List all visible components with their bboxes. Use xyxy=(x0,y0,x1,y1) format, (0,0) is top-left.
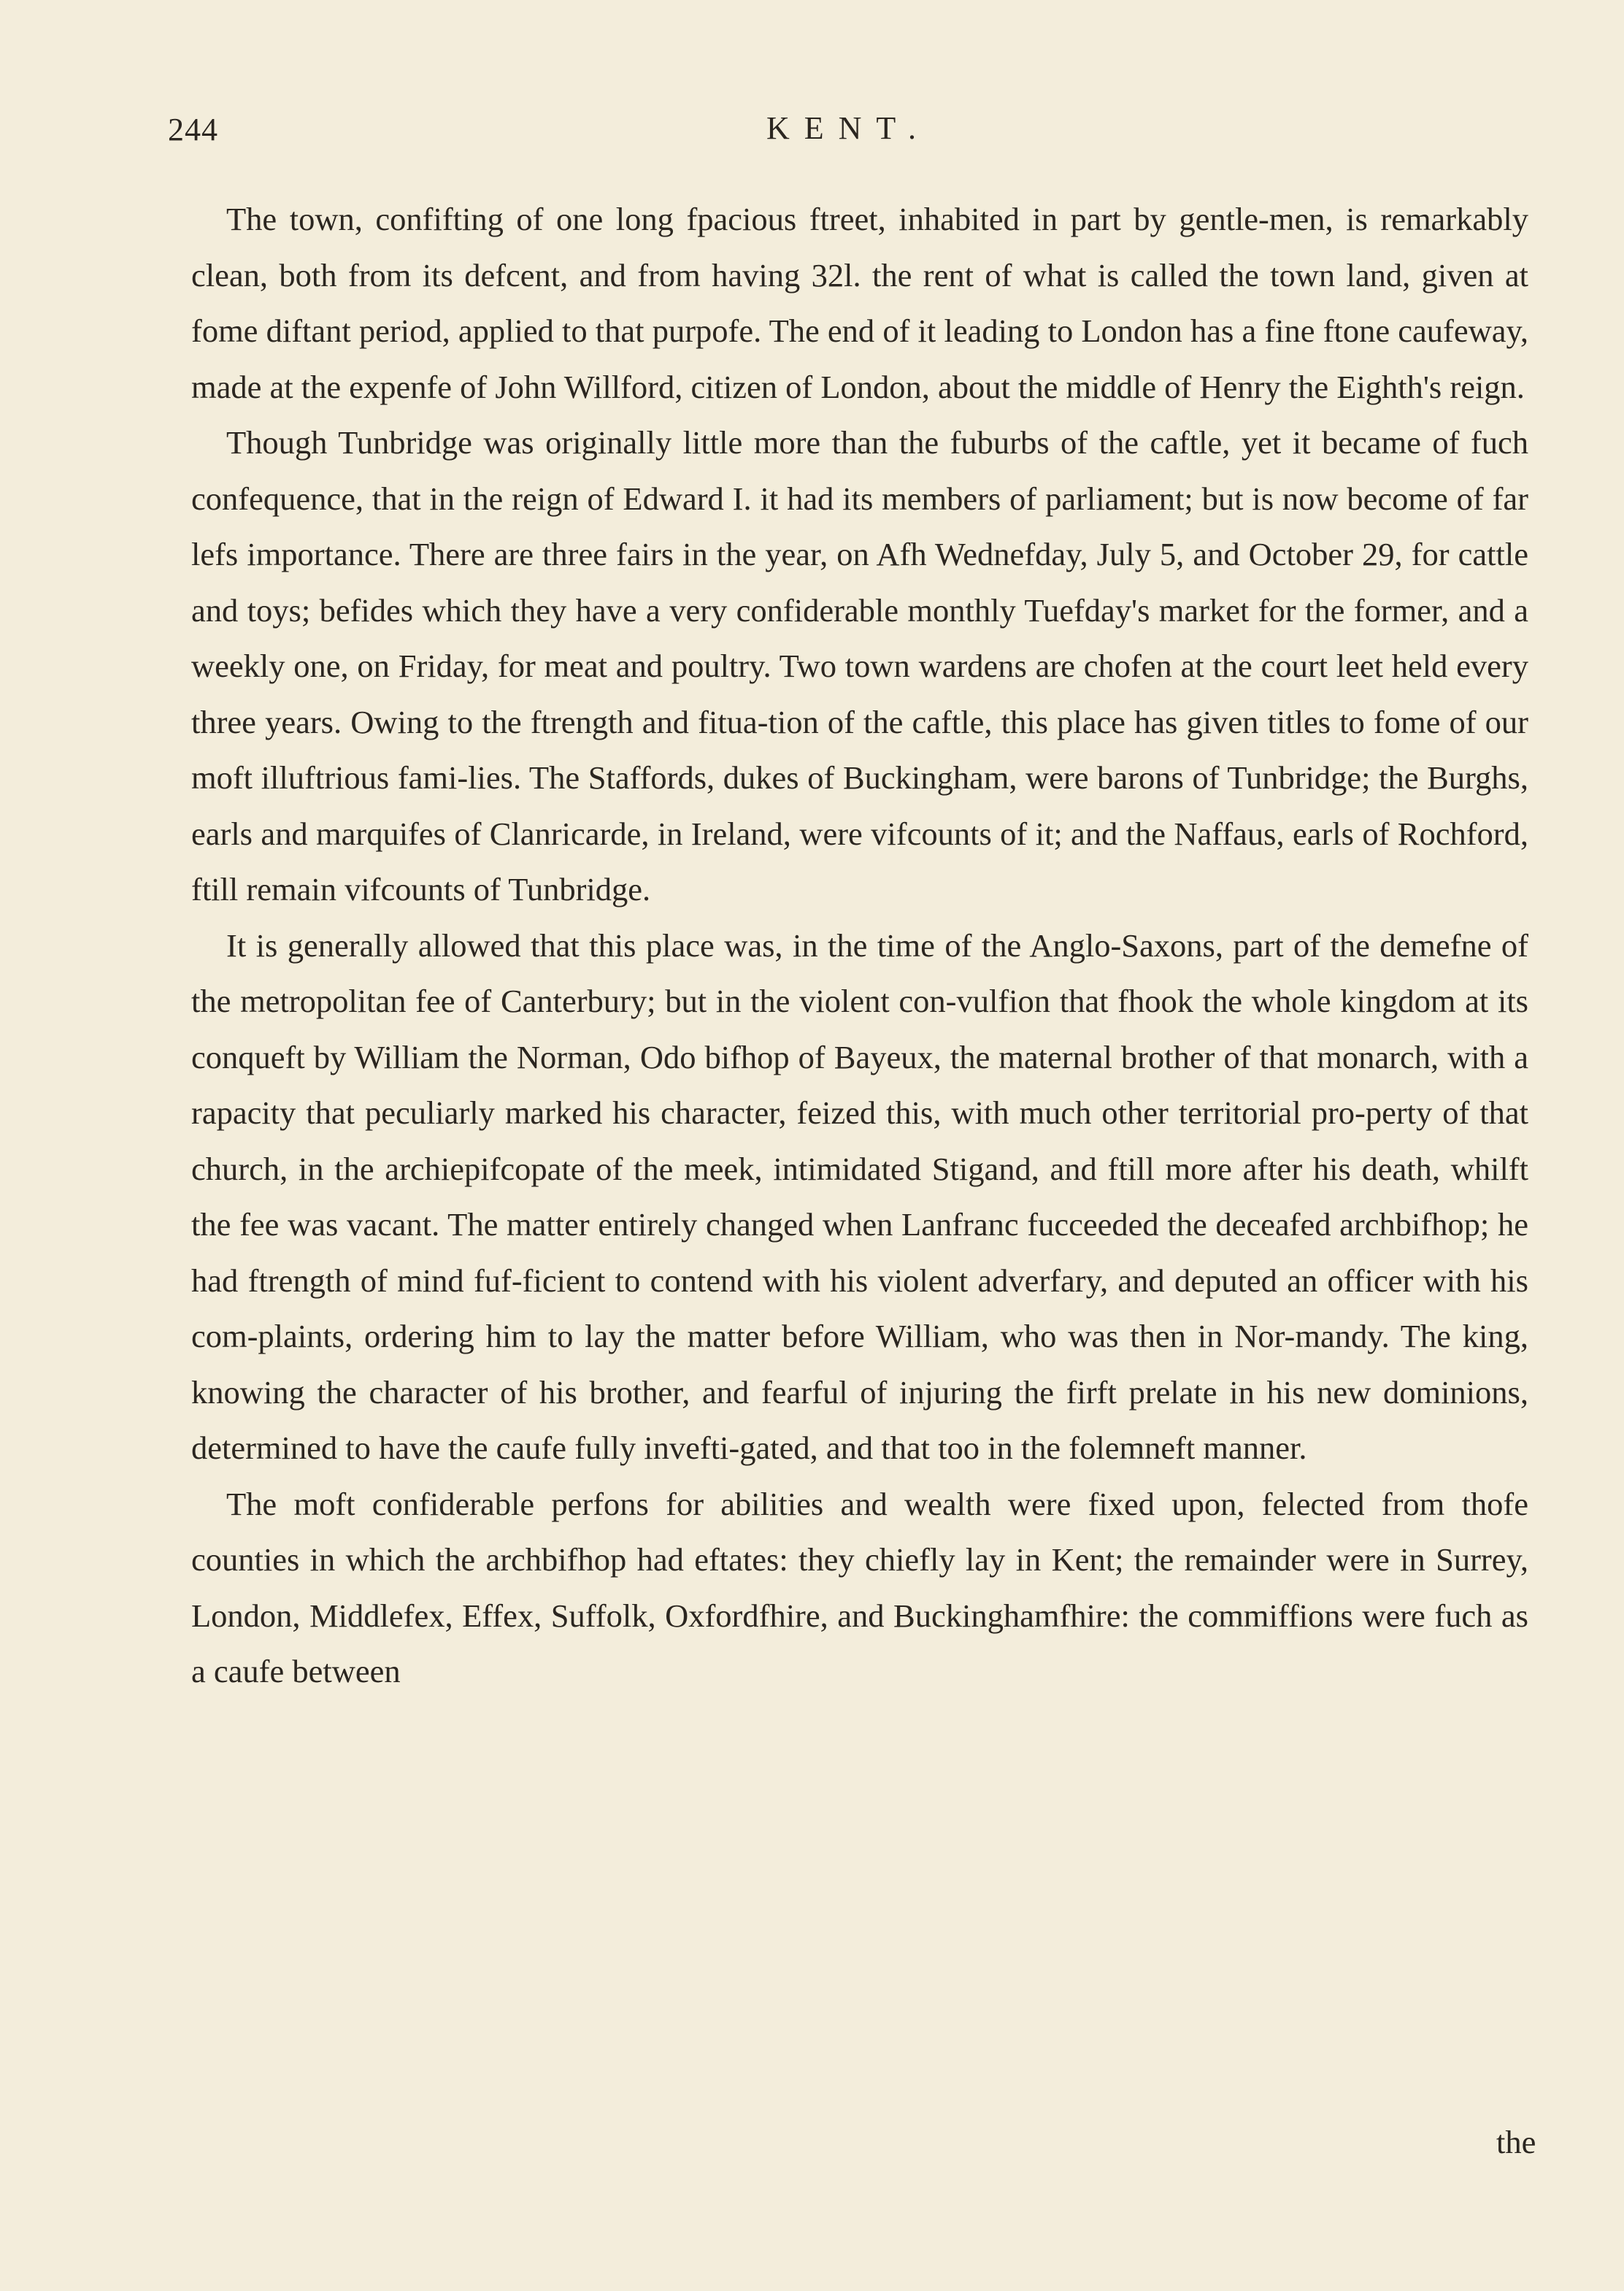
paragraph-3: It is generally allowed that this place was, in the time of the Anglo-Saxons, part of the demefne of the metropolitan fee of Canterbury; but in the violent con-vulfion that fhook the whole kingdom at its conqueft by William the Norman, Odo bifhop of Bayeux, the maternal brother of that monarch, with a rapacity that peculiarly marked his character, feized this, with much other territorial pro-perty of that church, in the archiepifcopate of the meek, intimidated Stigand, and ftill more after his death, whilft the fee was vacant. The matter entirely changed when Lanfranc fucceeded the deceafed archbifhop; he had ftrength of mind fuf-ficient to contend with his violent adverfary, and deputed an officer with his com-plaints, ordering him to lay the matter before William, who was then in Nor-mandy. The king, knowing the character of his brother, and fearful of injuring the firft prelate in his new dominions, determined to have the caufe fully invefti-gated, and that too in the folemneft manner. xyxy=(191,926,1528,1466)
page-header xyxy=(168,111,1533,162)
page-number: 244 xyxy=(168,112,218,147)
paragraph-1: The town, confifting of one long fpacious ftreet, inhabited in part by gentle-men, is remarkably clean, both from its defcent, and from having 32l. the rent of what is called the town land, given at fome diftant period, applied to that purpofe. The end of it leading to London has a fine ftone caufeway, made at the expenfe of John Willford, citizen of London, about the middle of Henry the Eighth's reign. xyxy=(191,201,1528,405)
paragraph-2: Though Tunbridge was originally little more than the fuburbs of the caftle, yet it became of fuch confequence, that in the reign of Edward I. it had its members of parliament; but is now become of far lefs importance. There are three fairs in the year, on Afh Wednefday, July 5, and October 29, for cattle and toys; befides which they have a very confiderable monthly Tuefday's market for the former, and a weekly one, on Friday, for meat and poultry. Two town wardens are chofen at the court leet held every three years. Owing to the ftrength and fitua-tion of the caftle, this place has given titles to fome of our moft illuftrious fami-lies. The Staffords, dukes of Buckingham, were barons of Tunbridge; the Burghs, earls and marquifes of Clanricarde, in Ireland, were vifcounts of it; and the Naffaus, earls of Rochford, ftill remain vifcounts of Tunbridge. xyxy=(191,424,1528,907)
running-title: KENT. xyxy=(766,110,931,146)
paragraph-4: The moft confiderable perfons for abilities and wealth were fixed upon, felected from thofe counties in which the archbifhop had eftates: they chiefly lay in Kent; the remainder were in Surrey, London, Middlefex, Effex, Suffolk, Oxfordfhire, and Buckinghamfhire: the commiffions were fuch as a caufe between xyxy=(191,1485,1528,1689)
body-text xyxy=(191,191,1528,1700)
catchword: the xyxy=(1496,2124,1536,2160)
